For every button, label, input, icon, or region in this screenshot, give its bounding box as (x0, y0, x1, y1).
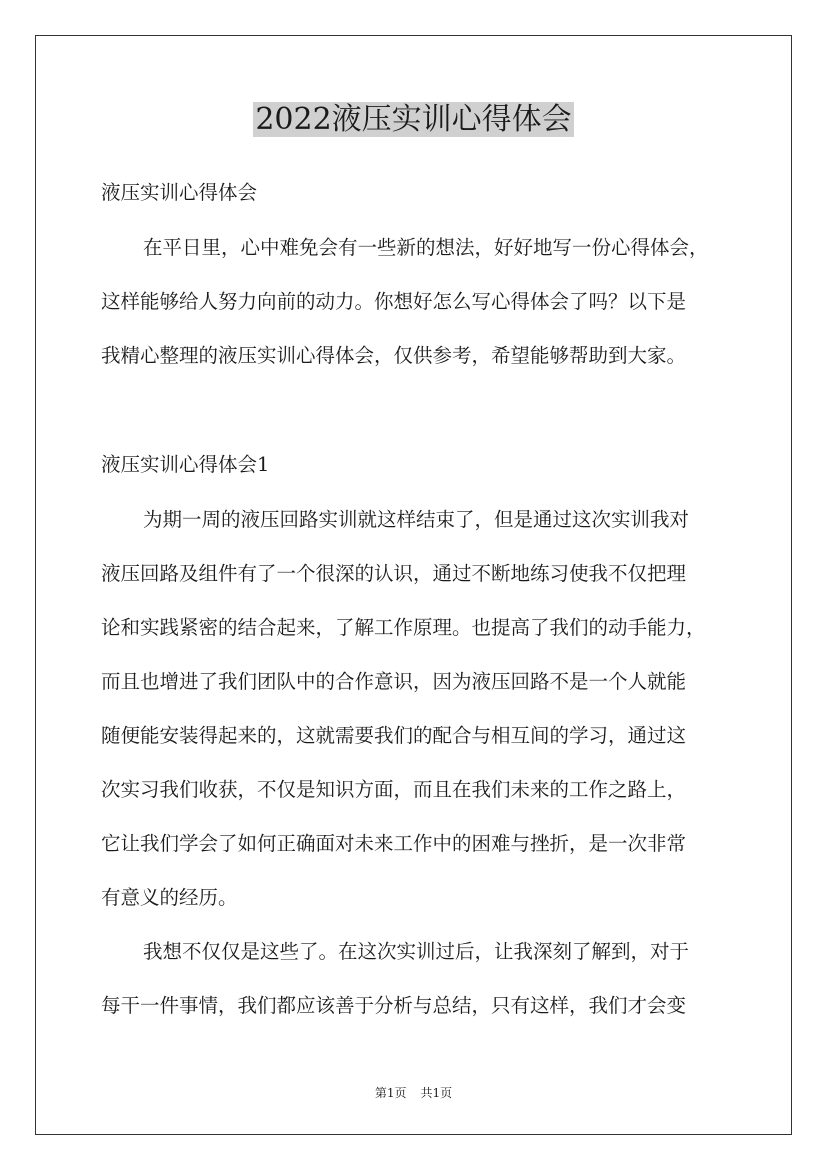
section1-para1-line-8: 有意义的经历。 (101, 886, 238, 909)
document-subheading: 液压实训心得体会 (101, 181, 258, 204)
section1-para1-line-2: 液压回路及组件有了一个很深的认识，通过不断地练习使我不仅把理 (101, 562, 687, 585)
section1-para1-line-3: 论和实践紧密的结合起来，了解工作原理。也提高了我们的动手能力， (101, 616, 706, 639)
section1-para1-line-1: 为期一周的液压回路实训就这样结束了，但是通过这次实训我对 (143, 508, 690, 531)
document-title-text: 2022液压实训心得体会 (255, 102, 572, 137)
page-number-current: 第1页 (374, 1086, 407, 1100)
section1-para1-line-4: 而且也增进了我们团队中的合作意识，因为液压回路不是一个人就能 (101, 670, 687, 693)
section1-para1-line-7: 它让我们学会了如何正确面对未来工作中的困难与挫折，是一次非常 (101, 832, 687, 855)
section1-para1-line-5: 随便能安装得起来的，这就需要我们的配合与相互间的学习，通过这 (101, 724, 687, 747)
document-title (0, 98, 827, 142)
page-number-total: 共1页 (420, 1086, 453, 1100)
page-footer (0, 1085, 827, 1101)
section1-heading: 液压实训心得体会1 (101, 453, 270, 476)
intro-line-2: 这样能够给人努力向前的动力。你想好怎么写心得体会了吗？以下是 (101, 290, 687, 313)
intro-line-1: 在平日里，心中难免会有一些新的想法，好好地写一份心得体会， (143, 236, 709, 259)
section1-para2-line-2: 每干一件事情，我们都应该善于分析与总结，只有这样，我们才会变 (101, 994, 687, 1017)
intro-line-3: 我精心整理的液压实训心得体会，仅供参考，希望能够帮助到大家。 (101, 344, 687, 367)
section1-para2-line-1: 我想不仅仅是这些了。在这次实训过后，让我深刻了解到，对于 (143, 940, 690, 963)
section1-para1-line-6: 次实习我们收获，不仅是知识方面，而且在我们未来的工作之路上， (101, 778, 687, 801)
